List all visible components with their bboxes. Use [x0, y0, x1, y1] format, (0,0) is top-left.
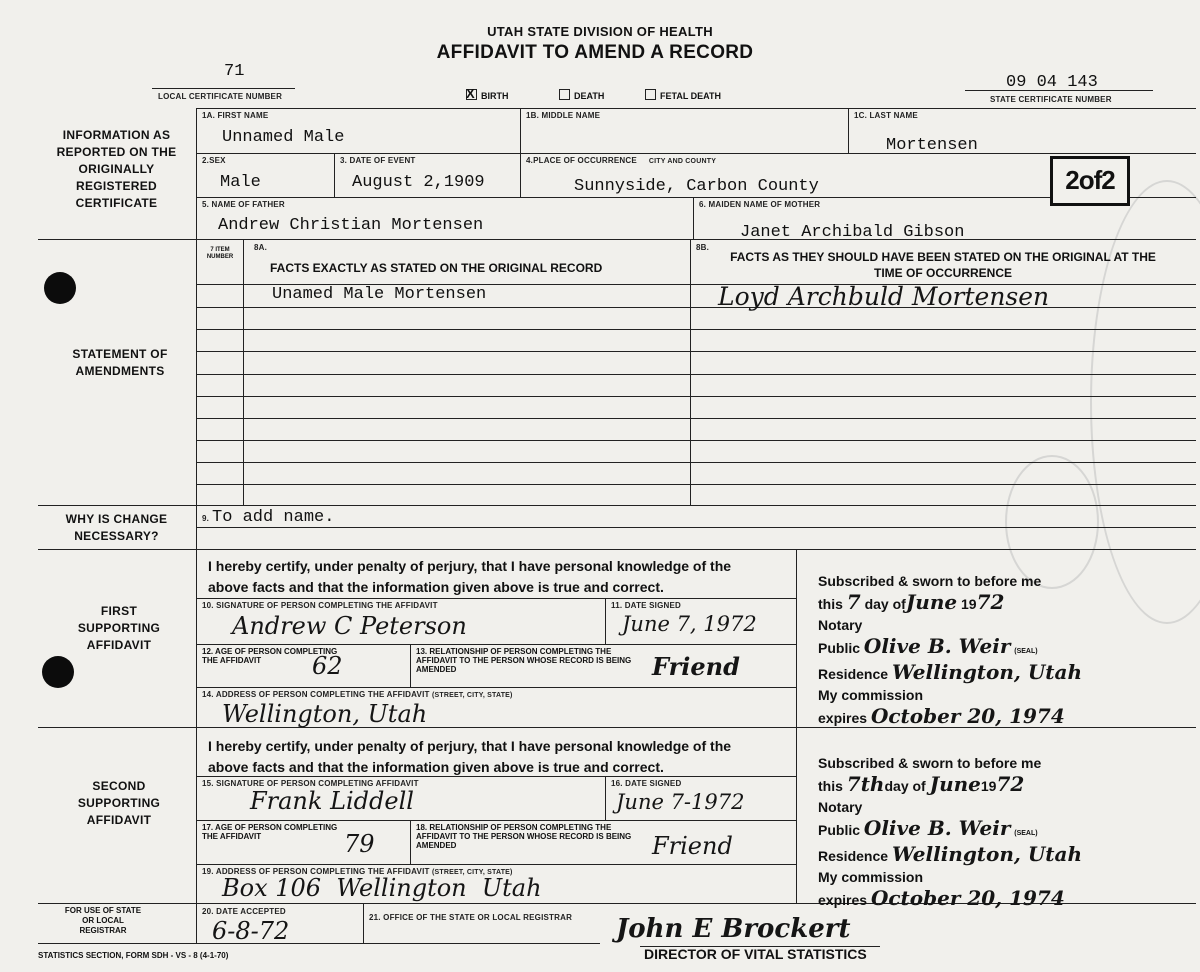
corrected-value: Loyd Archbuld Mortensen — [718, 282, 1050, 311]
date-accepted-label: 20. DATE ACCEPTED — [202, 907, 286, 916]
death-checkbox[interactable] — [559, 89, 570, 100]
date-of-event-value: August 2,1909 — [352, 173, 485, 192]
page-stamp: 2of2 — [1050, 156, 1130, 206]
place-value: Sunnyside, Carbon County — [574, 177, 819, 196]
last-name-value: Mortensen — [886, 136, 978, 155]
record-type-death[interactable]: DEATH — [559, 89, 604, 101]
mother-label: 6. MAIDEN NAME OF MOTHER — [699, 200, 821, 209]
section-statement: STATEMENT OF AMENDMENTS — [72, 347, 168, 378]
age-1: 62 — [312, 652, 343, 680]
date-signed-2: June 7-1972 — [616, 790, 745, 814]
local-certificate-label: LOCAL CERTIFICATE NUMBER — [158, 92, 283, 101]
agency-name: UTAH STATE DIVISION OF HEALTH — [487, 24, 713, 39]
father-label: 5. NAME OF FATHER — [202, 200, 285, 209]
addr-label-2: 19. ADDRESS OF PERSON COMPLETING THE AFFIDAVIT (STREET, CITY, STATE) — [202, 867, 513, 876]
date-accepted: 6-8-72 — [212, 917, 290, 945]
embossed-seal-inner — [1005, 455, 1099, 589]
mother-value: Janet Archibald Gibson — [740, 223, 965, 242]
fetal-death-checkbox[interactable] — [645, 89, 656, 100]
signature-2: Frank Liddell — [250, 787, 414, 815]
age-label-1: 12. AGE OF PERSON COMPLETING THE AFFIDAVIT — [202, 647, 338, 665]
section-first-affidavit: FIRST SUPPORTING AFFIDAVIT — [77, 604, 161, 652]
form-title: AFFIDAVIT TO AMEND A RECORD — [436, 42, 754, 63]
section-second-affidavit: SECOND SUPPORTING AFFIDAVIT — [77, 779, 161, 827]
section-registrar: FOR USE OF STATE OR LOCAL REGISTRAR — [64, 906, 142, 935]
original-col-label: FACTS EXACTLY AS STATED ON THE ORIGINAL RECORD — [270, 261, 603, 275]
father-value: Andrew Christian Mortensen — [218, 216, 484, 235]
section-information: INFORMATION AS REPORTED ON THE ORIGINALLY REGISTERED CERTIFICATE — [56, 128, 177, 210]
age-2: 79 — [344, 830, 375, 858]
date-of-event-label: 3. DATE OF EVENT — [340, 156, 416, 165]
birth-checkbox[interactable]: X — [466, 89, 477, 100]
signature-1: Andrew C Peterson — [232, 612, 467, 640]
section-why: WHY IS CHANGE NECESSARY? — [65, 512, 168, 543]
punch-hole-top — [44, 272, 76, 304]
addr-label-1: 14. ADDRESS OF PERSON COMPLETING THE AFFIDAVIT (STREET, CITY, STATE) — [202, 690, 513, 699]
reason-value: To add name. — [212, 508, 335, 527]
record-type-fetal-death[interactable]: FETAL DEATH — [645, 89, 721, 101]
rel-label-2: 18. RELATIONSHIP OF PERSON COMPLETING THE AFFIDAVIT TO THE PERSON WHOSE RECORD IS BEING AMENDED — [416, 823, 632, 850]
certify-text-2: I hereby certify, under penalty of perjury, that I have personal knowledge of the above facts and that the information given above is true and correct. — [208, 738, 732, 775]
embossed-seal — [1090, 180, 1200, 624]
registrar-office-label: 21. OFFICE OF THE STATE OR LOCAL REGISTRAR — [369, 913, 573, 922]
local-certificate-number: 71 — [224, 62, 245, 81]
notary-block-1: Subscribed & sworn to before me this 7 day ofJune 1972 Notary Public Olive B. Weir (SEAL) Residence Wellington, Utah My commission expires October 20, 1974 — [818, 573, 1083, 728]
age-label-2: 17. AGE OF PERSON COMPLETING THE AFFIDAVIT — [202, 823, 338, 841]
record-type-birth[interactable]: X BIRTH — [466, 86, 509, 101]
last-name-label: 1C. LAST NAME — [854, 111, 918, 120]
place-label: 4.PLACE OF OCCURRENCE CITY AND COUNTY — [526, 156, 717, 165]
form-footer: STATISTICS SECTION, FORM SDH - VS - 8 (4-1-70) — [38, 951, 229, 960]
first-name-value: Unnamed Male — [222, 128, 345, 147]
relationship-1: Friend — [652, 652, 740, 681]
address-2: Box 106 Wellington Utah — [222, 874, 542, 902]
relationship-2: Friend — [652, 832, 733, 860]
first-name-label: 1A. FIRST NAME — [202, 111, 269, 120]
corrected-col-label: FACTS AS THEY SHOULD HAVE BEEN STATED ON THE ORIGINAL AT THE TIME OF OCCURRENCE — [730, 250, 1156, 280]
date-signed-1: June 7, 1972 — [622, 612, 757, 636]
date-label-2: 16. DATE SIGNED — [611, 779, 682, 788]
reason-number: 9. — [202, 514, 210, 523]
registrar-title: DIRECTOR OF VITAL STATISTICS — [644, 946, 867, 962]
corrected-col-number: 8B. — [696, 243, 710, 252]
date-label-1: 11. DATE SIGNED — [611, 601, 681, 610]
punch-hole-bottom — [42, 656, 74, 688]
item-number-label: 7 ITEM NUMBER — [206, 247, 234, 260]
state-certificate-number: 09 04 143 — [1006, 73, 1098, 92]
sig-label-2: 15. SIGNATURE OF PERSON COMPLETING AFFIDAVIT — [202, 779, 419, 788]
original-value: Unamed Male Mortensen — [272, 285, 487, 304]
state-certificate-label: STATE CERTIFICATE NUMBER — [990, 95, 1112, 104]
sex-value: Male — [220, 173, 261, 192]
notary-block-2: Subscribed & sworn to before me this 7thday of June1972 Notary Public Olive B. Weir (SEAL) Residence Wellington, Utah My commission expires October 20, 1974 — [818, 755, 1083, 910]
rel-label-1: 13. RELATIONSHIP OF PERSON COMPLETING THE AFFIDAVIT TO THE PERSON WHOSE RECORD IS BEING AMENDED — [416, 647, 632, 674]
sex-label: 2.SEX — [202, 156, 226, 165]
registrar-signature: John E Brockert — [616, 914, 851, 944]
address-1: Wellington, Utah — [222, 700, 428, 728]
certify-text-1: I hereby certify, under penalty of perjury, that I have personal knowledge of the above facts and that the information given above is true and correct. — [208, 558, 732, 595]
middle-name-label: 1B. MIDDLE NAME — [526, 111, 601, 120]
original-col-number: 8A. — [254, 243, 268, 252]
sig-label-1: 10. SIGNATURE OF PERSON COMPLETING THE AFFIDAVIT — [202, 601, 438, 610]
